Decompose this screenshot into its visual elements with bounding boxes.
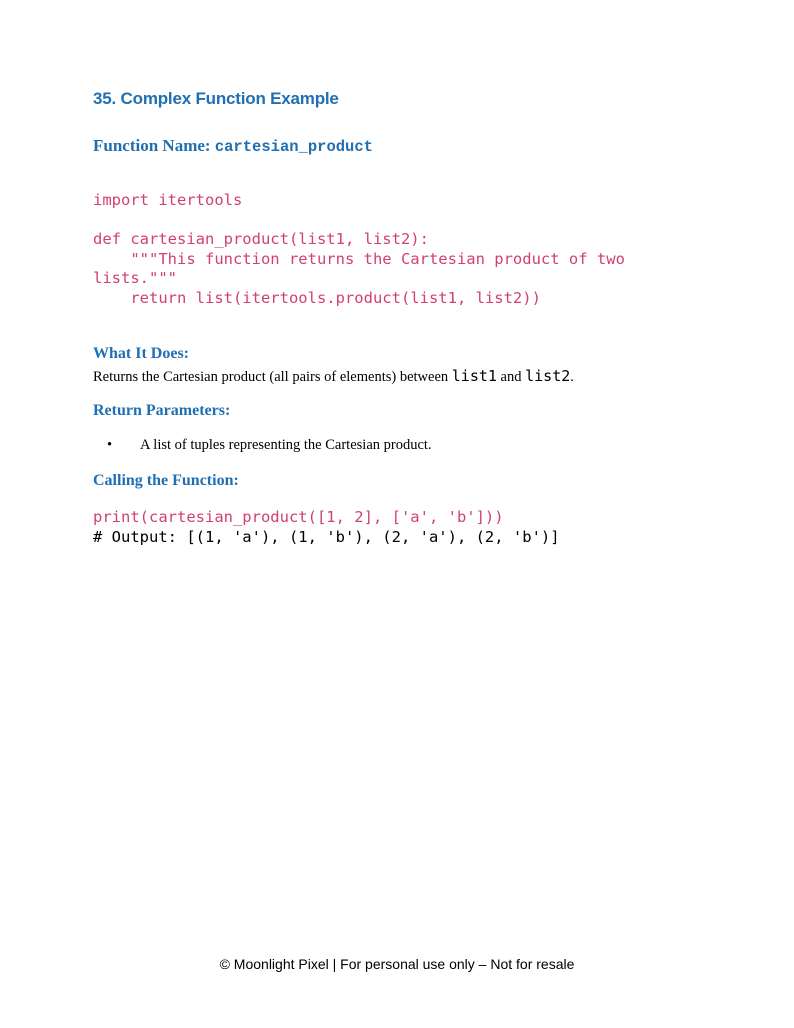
code-line: lists.""" xyxy=(93,269,177,287)
code-line: return list(itertools.product(list1, list2)) xyxy=(93,288,541,307)
footer-copyright: © Moonlight Pixel | For personal use only – Not for resale xyxy=(219,956,575,972)
call-line: print(cartesian_product([1, 2], ['a', 'b'])) xyxy=(93,508,504,526)
return-parameters-heading: Return Parameters: xyxy=(93,402,231,419)
code-line xyxy=(93,211,625,231)
function-code-block xyxy=(93,191,625,308)
code-line: import itertools xyxy=(93,191,243,209)
bullet-icon: • xyxy=(107,437,113,453)
what-it-does-text-before: Returns the Cartesian product (all pairs of elements) between xyxy=(93,369,452,385)
code-line: def cartesian_product(list1, list2): xyxy=(93,230,429,248)
output-line: # Output: [(1, 'a'), (1, 'b'), (2, 'a'), (2, 'b')] xyxy=(93,528,560,546)
inline-code-list1: list1 xyxy=(451,367,497,385)
what-it-does-text-after: . xyxy=(570,369,574,385)
what-it-does-text xyxy=(93,367,574,386)
calling-function-heading: Calling the Function: xyxy=(93,472,239,489)
inline-code-list2: list2 xyxy=(525,367,571,385)
what-it-does-text-middle: and xyxy=(496,369,526,385)
list-item xyxy=(107,437,432,454)
function-name-label: Function Name: xyxy=(93,136,211,155)
code-line: """This function returns the Cartesian product of two xyxy=(93,249,625,268)
section-title: 35. Complex Function Example xyxy=(93,89,339,108)
list-item-text: A list of tuples representing the Cartesian product. xyxy=(140,437,432,453)
function-name-code: cartesian_product xyxy=(214,138,373,156)
what-it-does-heading: What It Does: xyxy=(93,345,189,362)
calling-code-block xyxy=(93,507,560,547)
function-name-line xyxy=(93,136,373,156)
